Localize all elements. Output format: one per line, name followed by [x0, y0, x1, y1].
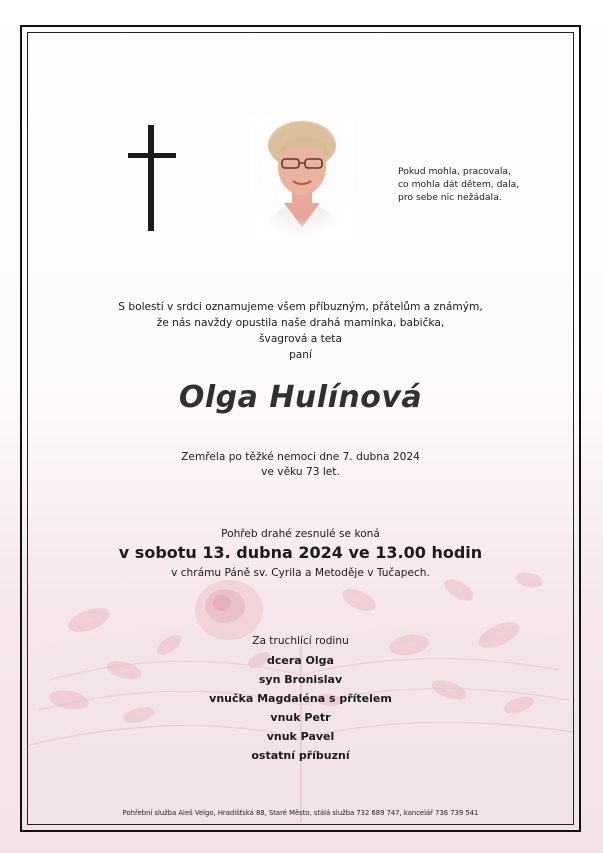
- family-member: vnuk Pavel: [266, 730, 335, 743]
- portrait-photo: [250, 115, 354, 240]
- intro-line: švagrová a teta: [259, 333, 342, 345]
- family-member: vnučka Magdaléna s přítelem: [209, 692, 392, 705]
- announcement-text: [27, 299, 574, 363]
- funeral-intro: Pohřeb drahé zesnulé se koná: [221, 528, 380, 540]
- quote-verse: [398, 165, 573, 204]
- intro-line: S bolestí v srdci oznamujeme všem příbuzným, přátelům a známým,: [118, 301, 483, 313]
- death-line: Zemřela po těžké nemoci dne 7. dubna 2024: [181, 451, 420, 463]
- family-list: [27, 651, 574, 765]
- intro-line: paní: [289, 349, 312, 361]
- quote-line: pro sebe nic nežádala.: [398, 192, 502, 203]
- deceased-name: Olga Hulínová: [178, 380, 423, 415]
- family-member: dcera Olga: [267, 654, 334, 667]
- family-member: syn Bronislav: [258, 673, 343, 686]
- death-info: [27, 450, 574, 480]
- quote-line: co mohla dát dětem, dala,: [398, 179, 520, 190]
- funeral-date: v sobotu 13. dubna 2024 ve 13.00 hodin: [118, 543, 483, 562]
- quote-line: Pokud mohla, pracovala,: [398, 166, 511, 177]
- family-member: vnuk Petr: [270, 711, 331, 724]
- funeral-place: v chrámu Páně sv. Cyrila a Metoděje v Tučapech.: [171, 567, 430, 579]
- cross-icon: [128, 125, 176, 231]
- family-intro: Za truchlící rodinu: [252, 635, 349, 647]
- intro-line: že nás navždy opustila naše drahá maminka, babička,: [156, 317, 445, 329]
- death-line: ve věku 73 let.: [261, 466, 340, 478]
- family-member: ostatní příbuzní: [251, 749, 350, 762]
- funeral-service-footer: Pohřební služba Aleš Velgo, Hradišťská 88, Staré Město, stálá služba 732 689 747, kancelář 736 739 541: [122, 809, 479, 817]
